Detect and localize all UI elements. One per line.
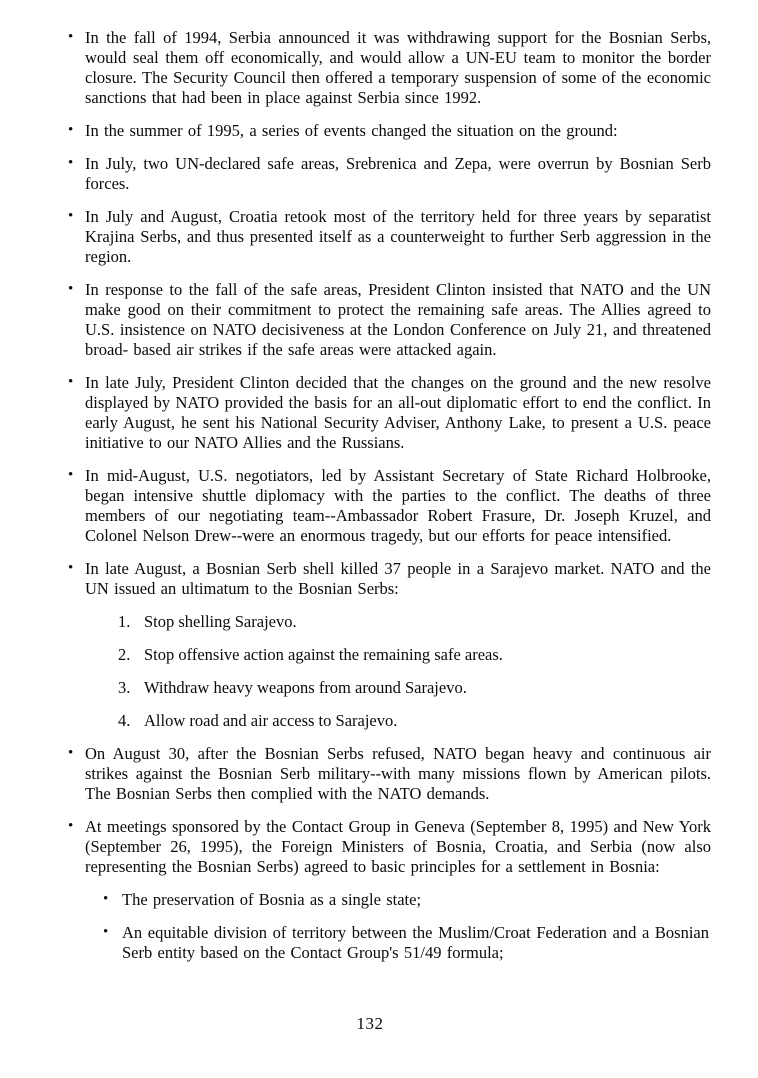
paragraph-text: In July, two UN-declared safe areas, Srebrenica and Zepa, were overrun by Bosnian Serb forces. [85,154,711,193]
bullet-paragraph [68,280,711,360]
principle-sub-bullet [103,923,709,963]
item-number: 1. [118,612,131,631]
bullet-icon: • [68,29,74,45]
bullet-paragraph [68,559,711,599]
bullet-paragraph [68,373,711,453]
paragraph-text: The preservation of Bosnia as a single state; [122,890,422,909]
bullet-icon: • [68,374,74,390]
paragraph-text: An equitable division of territory between the Muslim/Croat Federation and a Bosnian Serb entity based on the Contact Group's 51/49 formula; [122,923,709,962]
item-text: Stop offensive action against the remaining safe areas. [144,645,503,664]
ultimatum-item-3 [118,678,711,698]
principle-sub-bullet [103,890,709,910]
paragraph-text: In mid-August, U.S. negotiators, led by Assistant Secretary of State Richard Holbrooke, began intensive shuttle diplomacy with the parties to the conflict. The deaths of three members of our negotiating team--Ambassador Robert Frasure, Dr. Joseph Kruzel, and Colonel Nelson Drew--were an enormous tragedy, but our efforts for peace intensified. [85,466,711,545]
paragraph-text: In the fall of 1994, Serbia announced it was withdrawing support for the Bosnian Serbs, would seal them off economically, and would allow a UN-EU team to monitor the border closure. The Security Council then offered a temporary suspension of some of the economic sanctions that had been in place against Serbia since 1992. [85,28,711,107]
paragraph-text: In late August, a Bosnian Serb shell killed 37 people in a Sarajevo market. NATO and the UN issued an ultimatum to the Bosnian Serbs: [85,559,711,598]
ultimatum-item-2 [118,645,711,665]
bullet-icon: • [68,560,74,576]
item-number: 3. [118,678,131,697]
bullet-icon: • [103,924,109,940]
paragraph-text: In response to the fall of the safe areas, President Clinton insisted that NATO and the UN make good on their commitment to protect the remaining safe areas. The Allies agreed to U.S. insistence on NATO decisiveness at the London Conference on July 21, and threatened broad- based air strikes if the safe areas were attacked again. [85,280,711,359]
item-number: 2. [118,645,131,664]
bullet-icon: • [68,281,74,297]
bullet-paragraph [68,154,711,194]
bullet-paragraph [68,28,711,108]
bullet-icon: • [68,208,74,224]
item-text: Allow road and air access to Sarajevo. [144,711,398,730]
paragraph-text: In the summer of 1995, a series of events changed the situation on the ground: [85,121,618,140]
item-text: Stop shelling Sarajevo. [144,612,297,631]
paragraph-text: At meetings sponsored by the Contact Group in Geneva (September 8, 1995) and New York (September 26, 1995), the Foreign Ministers of Bosnia, Croatia, and Serbia (now also representing the Bosnian Serbs) agreed to basic principles for a settlement in Bosnia: [85,817,711,876]
bullet-icon: • [68,122,74,138]
bullet-icon: • [68,155,74,171]
bullet-paragraph [68,744,711,804]
item-number: 4. [118,711,131,730]
ultimatum-item-1 [118,612,711,632]
bullet-paragraph [68,121,711,141]
item-text: Withdraw heavy weapons from around Sarajevo. [144,678,467,697]
paragraph-text: In July and August, Croatia retook most of the territory held for three years by separatist Krajina Serbs, and thus presented itself as a counterweight to further Serb aggression in the region. [85,207,711,266]
bullet-icon: • [68,745,74,761]
paragraph-text: On August 30, after the Bosnian Serbs refused, NATO began heavy and continuous air strikes against the Bosnian Serb military--with many missions flown by American pilots. The Bosnian Serbs then complied with the NATO demands. [85,744,711,803]
page-number: 132 [356,1014,384,1033]
bullet-icon: • [68,818,74,834]
bullet-icon: • [103,891,109,907]
bullet-icon: • [68,467,74,483]
paragraph-text: In late July, President Clinton decided that the changes on the ground and the new resolve displayed by NATO provided the basis for an all-out diplomatic effort to end the conflict. In early August, he sent his National Security Adviser, Anthony Lake, to present a U.S. peace initiative to our NATO Allies and the Russians. [85,373,711,452]
bullet-paragraph [68,466,711,546]
bullet-paragraph [68,207,711,267]
ultimatum-item-4 [118,711,711,731]
bullet-paragraph [68,817,711,877]
